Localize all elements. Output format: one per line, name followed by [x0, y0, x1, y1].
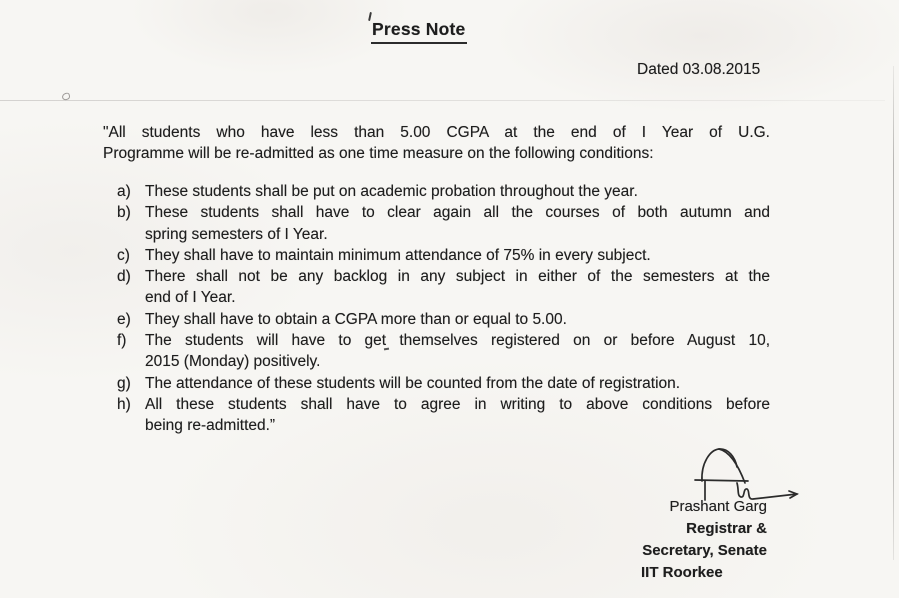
list-item-d [117, 266, 770, 309]
list-label-c: c) [117, 246, 130, 264]
list-item-f [117, 330, 770, 373]
list-text: The attendance of these students will be counted from the date of registration. [145, 374, 681, 392]
list-item-e [117, 309, 770, 330]
list-item-h [117, 394, 770, 437]
signature-block [641, 496, 767, 584]
signatory-role-1: Registrar & [686, 520, 767, 537]
list-text: There shall not be any backlog in any subject in either of the semesters at the [145, 268, 770, 286]
list-text: The students will have to get themselves registered on or before August 10, [145, 332, 770, 350]
scan-line-artifact [0, 100, 885, 101]
signatory-institute: IIT Roorkee [641, 564, 723, 581]
list-label-d: d) [117, 268, 131, 286]
list-label-e: e) [117, 310, 131, 328]
list-text: They shall have to obtain a CGPA more than or equal to 5.00. [145, 310, 567, 328]
list-item-c [117, 245, 770, 266]
list-text: being re-admitted.” [145, 417, 276, 435]
list-label-g: g) [117, 374, 131, 392]
list-text: These students shall be put on academic probation throughout the year. [145, 183, 638, 200]
list-item-g [117, 373, 770, 394]
list-text: All these students shall have to agree in writing to above conditions before [145, 395, 770, 413]
signatory-name: Prashant Garg [669, 498, 767, 515]
intro-line-1: "All students who have less than 5.00 CGPA at the end of I Year of U.G. [103, 124, 770, 141]
list-text: 2015 (Monday) positively. [145, 353, 321, 371]
page-title: Press Note [371, 19, 467, 44]
intro-line-2: Programme will be re-admitted as one time measure on the following conditions: [103, 145, 654, 163]
list-text: end of I Year. [145, 289, 236, 307]
list-item-b [117, 202, 770, 245]
list-label-h: h) [117, 395, 131, 413]
title-container [371, 19, 467, 44]
intro-paragraph [103, 122, 770, 165]
list-label-f: f) [117, 332, 127, 350]
list-label-a: a) [117, 183, 131, 200]
date-line: Dated 03.08.2015 [637, 61, 761, 78]
list-text: spring semesters of I Year. [145, 225, 328, 243]
signatory-role-2: Secretary, Senate [642, 542, 767, 559]
list-text: They shall have to maintain minimum attendance of 75% in every subject. [145, 246, 651, 264]
conditions-list [117, 181, 770, 437]
list-text: These students shall have to clear again all the courses of both autumn and [145, 204, 770, 222]
list-item-a [117, 181, 770, 202]
list-label-b: b) [117, 204, 131, 222]
scan-edge-shadow [893, 66, 894, 560]
